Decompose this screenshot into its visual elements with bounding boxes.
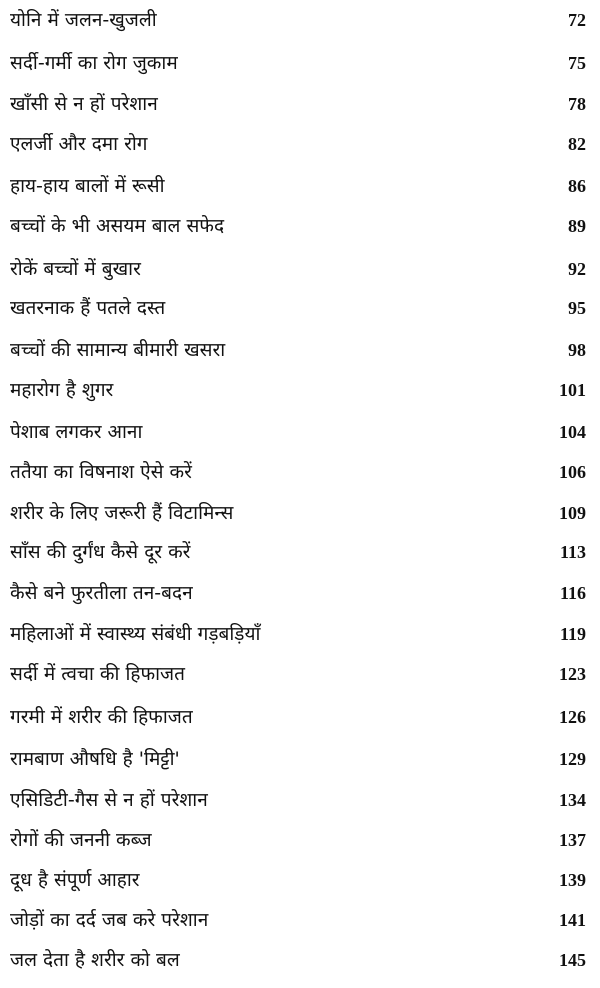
toc-entry (0, 212, 600, 254)
toc-entry-page: 109 (559, 503, 586, 523)
toc-entry-title: एसिडिटी-गैस से न हों परेशान (10, 789, 208, 811)
toc-entry-page: 113 (559, 542, 586, 562)
toc-entry (0, 946, 600, 988)
toc-entry-title: कैसे बने फुरतीला तन-बदन (10, 582, 193, 604)
toc-entry (0, 660, 600, 702)
toc-entry-title: पेशाब लगकर आना (10, 421, 143, 443)
toc-entry-title: सर्दी-गर्मी का रोग जुकाम (10, 52, 178, 74)
toc-entry-page: 119 (559, 624, 586, 644)
toc-entry (0, 703, 600, 745)
toc-entry-page: 104 (559, 422, 586, 442)
toc-entry-title: बच्चों के भी असयम बाल सफेद (10, 215, 225, 237)
toc-entry-page: 106 (559, 462, 586, 482)
toc-entry (0, 745, 600, 787)
toc-entry-page: 139 (559, 870, 586, 890)
toc-entry-title: ततैया का विषनाश ऐसे करें (10, 461, 192, 483)
toc-entry (0, 620, 600, 662)
toc-entry-page: 98 (568, 340, 586, 360)
toc-entry (0, 376, 600, 418)
toc-entry (0, 130, 600, 172)
toc-entry-title: खतरनाक हैं पतले दस्त (10, 297, 166, 319)
toc-entry-title: महारोग है शुगर (10, 379, 114, 401)
toc-entry (0, 538, 600, 580)
toc-entry-title: सर्दी में त्वचा की हिफाजत (10, 663, 185, 685)
toc-entry-page: 126 (559, 707, 586, 727)
toc-entry (0, 294, 600, 336)
toc-entry (0, 866, 600, 908)
toc-entry-page: 123 (559, 664, 586, 684)
toc-entry (0, 6, 600, 48)
toc-entry-title: खाँसी से न हों परेशान (10, 93, 158, 115)
toc-entry (0, 336, 600, 378)
toc-entry-page: 92 (568, 259, 586, 279)
toc-entry (0, 49, 600, 91)
toc-entry-page: 145 (559, 950, 586, 970)
toc-entry-title: शरीर के लिए जरूरी हैं विटामिन्स (10, 502, 234, 524)
toc-entry (0, 90, 600, 132)
toc-entry (0, 255, 600, 297)
toc-entry-title: योनि में जलन-खुजली (10, 9, 157, 31)
toc-entry-page: 86 (568, 176, 586, 196)
toc-entry (0, 499, 600, 541)
toc-entry-page: 134 (559, 790, 586, 810)
toc-entry (0, 826, 600, 868)
toc-entry-page: 89 (568, 216, 586, 236)
toc-entry (0, 786, 600, 828)
toc-entry (0, 418, 600, 460)
toc-entry-page: 141 (559, 910, 586, 930)
toc-entry-page: 72 (568, 10, 586, 30)
toc-entry-page: 101 (559, 380, 586, 400)
toc-entry (0, 172, 600, 214)
toc-entry-page: 95 (568, 298, 586, 318)
toc-entry-title: रामबाण औषधि है 'मिट्टी' (10, 748, 180, 770)
toc-entry-page: 78 (568, 94, 586, 114)
toc-entry-title: रोगों की जननी कब्ज (10, 829, 152, 851)
toc-entry-title: दूध है संपूर्ण आहार (10, 869, 140, 891)
toc-entry-page: 137 (559, 830, 586, 850)
toc-entry-title: गरमी में शरीर की हिफाजत (10, 706, 193, 728)
toc-entry-title: साँस की दुर्गंध कैसे दूर करें (10, 541, 191, 563)
toc-entry-title: हाय-हाय बालों में रूसी (10, 175, 165, 197)
toc-entry-page: 116 (559, 583, 586, 603)
toc-entry (0, 906, 600, 948)
toc-entry-title: महिलाओं में स्वास्थ्य संबंधी गड़बड़ियाँ (10, 623, 261, 645)
toc-entry-title: जोड़ों का दर्द जब करे परेशान (10, 909, 209, 931)
toc-entry-title: बच्चों की सामान्य बीमारी खसरा (10, 339, 226, 361)
toc-entry-title: एलर्जी और दमा रोग (10, 133, 148, 155)
toc-entry (0, 579, 600, 621)
toc-entry-page: 129 (559, 749, 586, 769)
toc-entry-title: रोकें बच्चों में बुखार (10, 258, 141, 280)
toc-entry-title: जल देता है शरीर को बल (10, 949, 180, 971)
toc-entry-page: 75 (568, 53, 586, 73)
toc-entry-page: 82 (568, 134, 586, 154)
toc-entry (0, 458, 600, 500)
